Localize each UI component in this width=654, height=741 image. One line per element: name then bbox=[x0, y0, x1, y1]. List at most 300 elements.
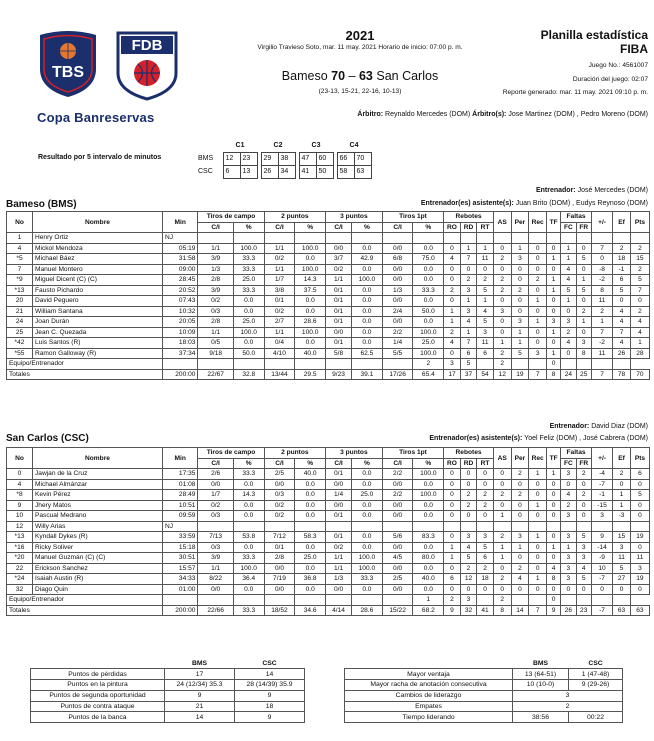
interval-value: 66 bbox=[337, 152, 354, 165]
stat-cell: 33.3 bbox=[352, 574, 383, 585]
stat-cell: 0 bbox=[591, 584, 612, 595]
total-cell: 23 bbox=[576, 605, 591, 616]
stat-cell bbox=[613, 595, 631, 606]
summary-label: Tiempo liderando bbox=[345, 712, 513, 723]
stat-cell bbox=[444, 233, 461, 244]
interval-value: 13 bbox=[240, 165, 257, 178]
referee-value: Reynaldo Mercedes (DOM) bbox=[385, 111, 471, 118]
stat-cell: 0 bbox=[547, 511, 561, 522]
column-subheader: FR bbox=[576, 458, 591, 469]
column-header: Rec bbox=[529, 448, 547, 469]
stat-cell: 3 bbox=[561, 511, 576, 522]
summary-value: 9 bbox=[235, 712, 305, 723]
total-cell: 78 bbox=[613, 369, 631, 380]
stat-cell: 4/10 bbox=[264, 348, 295, 359]
stat-cell: 3 bbox=[561, 574, 576, 585]
total-cell: 70 bbox=[630, 369, 649, 380]
stat-cell: 26 bbox=[613, 348, 631, 359]
stat-cell: 2/6 bbox=[198, 469, 233, 480]
stat-cell: 1 bbox=[529, 469, 547, 480]
stat-cell: 0.0 bbox=[413, 563, 444, 574]
stat-cell: 0/1 bbox=[264, 542, 295, 553]
player-minutes: 28:49 bbox=[162, 490, 197, 501]
stat-cell: 2 bbox=[630, 306, 649, 317]
player-number: 10 bbox=[7, 511, 33, 522]
column-header: Rebotes bbox=[444, 448, 494, 459]
stat-cell: 8 bbox=[591, 285, 612, 296]
stat-cell: 50.0 bbox=[413, 306, 444, 317]
stat-cell: 2 bbox=[460, 490, 477, 501]
player-minutes: 01:08 bbox=[162, 479, 197, 490]
stat-cell: 0 bbox=[444, 532, 461, 543]
stat-cell: 0 bbox=[529, 264, 547, 275]
stat-cell: 0 bbox=[529, 243, 547, 254]
stat-cell: 0/1 bbox=[326, 285, 352, 296]
stat-cell: 7 bbox=[630, 285, 649, 296]
stat-cell: 2/8 bbox=[198, 317, 233, 328]
stat-cell: 25.0 bbox=[295, 553, 326, 564]
stat-cell: 18 bbox=[613, 254, 631, 265]
stat-cell: 0 bbox=[493, 469, 511, 480]
stat-cell: 10 bbox=[591, 563, 612, 574]
stat-cell: 1 bbox=[529, 317, 547, 328]
player-number: 7 bbox=[7, 264, 33, 275]
stat-cell: 1 bbox=[561, 542, 576, 553]
stat-cell: 0 bbox=[444, 348, 461, 359]
stat-cell: 0.0 bbox=[295, 584, 326, 595]
player-name: Kyndall Dykes (R) bbox=[32, 532, 162, 543]
stat-cell: 1 bbox=[547, 254, 561, 265]
stat-cell: -7 bbox=[591, 574, 612, 585]
stat-cell: 0.0 bbox=[413, 264, 444, 275]
stat-cell: -8 bbox=[591, 264, 612, 275]
total-cell: -7 bbox=[591, 605, 612, 616]
player-minutes: 10:51 bbox=[162, 500, 197, 511]
stat-cell: 0 bbox=[561, 306, 576, 317]
stat-cell: 3 bbox=[460, 306, 477, 317]
stat-cell: 14.3 bbox=[295, 275, 326, 286]
total-cell: 9 bbox=[547, 605, 561, 616]
stat-cell: 11 bbox=[477, 338, 494, 349]
stat-cell: 0 bbox=[576, 264, 591, 275]
player-minutes: 30:51 bbox=[162, 553, 197, 564]
total-cell: 29.5 bbox=[295, 369, 326, 380]
stat-cell: 1 bbox=[444, 542, 461, 553]
stat-cell: 0.0 bbox=[295, 563, 326, 574]
stat-cell: 1 bbox=[413, 595, 444, 606]
stat-cell: 1 bbox=[561, 296, 576, 307]
team-coach-label: Equipo/Entrenador bbox=[7, 359, 163, 370]
stat-cell: 0 bbox=[630, 296, 649, 307]
stat-cell: 0 bbox=[477, 584, 494, 595]
column-subheader: C/I bbox=[326, 222, 352, 233]
stat-cell: 0 bbox=[477, 469, 494, 480]
player-row bbox=[7, 521, 650, 532]
stat-cell: 0 bbox=[511, 500, 529, 511]
stat-cell: -2 bbox=[591, 338, 612, 349]
stat-cell: 0 bbox=[547, 296, 561, 307]
stat-cell: 1 bbox=[576, 275, 591, 286]
stat-cell: 100.0 bbox=[352, 275, 383, 286]
summary-header: BMS bbox=[165, 658, 235, 669]
stat-cell bbox=[576, 233, 591, 244]
player-name: Isaiah Austin (R) bbox=[32, 574, 162, 585]
stat-cell: 0/1 bbox=[326, 338, 352, 349]
summary-value: 18 bbox=[235, 701, 305, 712]
player-minutes: 09:00 bbox=[162, 264, 197, 275]
quarter-partials: (23-13, 15-21, 22-16, 10-13) bbox=[318, 88, 402, 95]
player-row bbox=[7, 306, 650, 317]
referees-line bbox=[357, 111, 648, 118]
stat-cell: 1 bbox=[613, 490, 631, 501]
total-cell: 68.2 bbox=[413, 605, 444, 616]
stat-cell: 2 bbox=[576, 306, 591, 317]
stat-cell bbox=[352, 233, 383, 244]
stat-cell: 0/0 bbox=[382, 296, 413, 307]
interval-value: 47 bbox=[299, 152, 316, 165]
stat-cell: 0 bbox=[529, 584, 547, 595]
stat-cell: 4/5 bbox=[382, 553, 413, 564]
stat-cell: 0 bbox=[444, 584, 461, 595]
stat-cell: 2 bbox=[444, 285, 461, 296]
total-cell: 17/26 bbox=[382, 369, 413, 380]
player-name: Jean C. Quezada bbox=[32, 327, 162, 338]
stat-cell: 58.3 bbox=[295, 532, 326, 543]
player-minutes: 33:59 bbox=[162, 532, 197, 543]
stat-cell bbox=[613, 521, 631, 532]
stat-cell bbox=[326, 233, 352, 244]
summary-value: 2 bbox=[513, 701, 623, 712]
stat-cell: 5 bbox=[613, 285, 631, 296]
stat-cell: 2/8 bbox=[198, 275, 233, 286]
stat-cell: 1/1 bbox=[264, 327, 295, 338]
stat-cell: 4 bbox=[561, 338, 576, 349]
stat-cell: 3 bbox=[477, 532, 494, 543]
stat-cell: 0 bbox=[576, 327, 591, 338]
stat-cell bbox=[561, 233, 576, 244]
stat-cell: 0.0 bbox=[413, 542, 444, 553]
stat-cell: 0/2 bbox=[264, 511, 295, 522]
stat-cell: 1 bbox=[547, 469, 561, 480]
stat-cell: 2 bbox=[561, 327, 576, 338]
stat-cell: 2 bbox=[460, 500, 477, 511]
stat-cell: 0.0 bbox=[352, 264, 383, 275]
summary-label: Puntos de segunda oportunidad bbox=[31, 690, 165, 701]
stat-cell: 2/4 bbox=[382, 306, 413, 317]
stat-cell: 1/1 bbox=[198, 327, 233, 338]
stat-cell: 1/4 bbox=[326, 490, 352, 501]
player-row bbox=[7, 243, 650, 254]
sheet-title bbox=[541, 28, 648, 56]
stat-cell bbox=[295, 233, 326, 244]
player-row bbox=[7, 317, 650, 328]
summary-label: Empates bbox=[345, 701, 513, 712]
stat-cell: 0.0 bbox=[413, 584, 444, 595]
stat-cell: 2/8 bbox=[264, 553, 295, 564]
total-cell: 39.1 bbox=[352, 369, 383, 380]
summary-value: 9 bbox=[235, 690, 305, 701]
stat-cell: 0/2 bbox=[326, 542, 352, 553]
total-cell: 12 bbox=[493, 369, 511, 380]
stat-cell: 3/7 bbox=[326, 254, 352, 265]
stat-cell: 0 bbox=[460, 264, 477, 275]
stat-cell: 0/1 bbox=[326, 317, 352, 328]
stat-cell: 0 bbox=[591, 254, 612, 265]
stat-cell: 2 bbox=[493, 490, 511, 501]
stat-cell: 2 bbox=[477, 275, 494, 286]
stat-cell: 0/2 bbox=[264, 500, 295, 511]
stat-cell: 0 bbox=[547, 584, 561, 595]
stat-cell: 7 bbox=[613, 327, 631, 338]
stat-cell: 0/2 bbox=[326, 264, 352, 275]
stat-cell: 0 bbox=[613, 584, 631, 595]
stat-cell: -2 bbox=[591, 275, 612, 286]
stat-cell bbox=[547, 521, 561, 532]
stat-cell: 0.0 bbox=[233, 511, 264, 522]
stat-cell: 62.5 bbox=[352, 348, 383, 359]
stat-cell bbox=[295, 359, 326, 370]
player-minutes: 20:52 bbox=[162, 285, 197, 296]
stat-cell: 0 bbox=[511, 553, 529, 564]
stat-cell: 4 bbox=[460, 542, 477, 553]
stat-cell: 2 bbox=[493, 574, 511, 585]
stat-cell: 0.0 bbox=[295, 306, 326, 317]
column-header: AS bbox=[493, 448, 511, 469]
stat-cell: 36.8 bbox=[295, 574, 326, 585]
stat-cell: 4 bbox=[460, 317, 477, 328]
total-cell: 32 bbox=[460, 605, 477, 616]
player-row bbox=[7, 254, 650, 265]
stat-cell: 1 bbox=[511, 327, 529, 338]
stat-cell: 0 bbox=[529, 306, 547, 317]
stat-cell: 4 bbox=[444, 338, 461, 349]
summary-value: 14 bbox=[165, 712, 235, 723]
total-cell: 37 bbox=[460, 369, 477, 380]
player-name: Henry Ortiz bbox=[32, 233, 162, 244]
column-subheader: FC bbox=[561, 458, 576, 469]
stat-cell: 53.8 bbox=[233, 532, 264, 543]
stat-cell: 4 bbox=[630, 327, 649, 338]
stat-cell: 0/1 bbox=[264, 296, 295, 307]
player-number: *55 bbox=[7, 348, 33, 359]
column-header: Ef bbox=[613, 448, 631, 469]
interval-value: 12 bbox=[223, 152, 240, 165]
referee-label: Árbitro: bbox=[357, 111, 384, 118]
summary-value: 28 (14/39) 35.9 bbox=[235, 680, 305, 691]
summary-header: BMS bbox=[513, 658, 569, 669]
stat-cell: 0 bbox=[561, 479, 576, 490]
stat-cell: 0.0 bbox=[352, 317, 383, 328]
stat-cell: 83.3 bbox=[413, 532, 444, 543]
summary-value: 1 (47-48) bbox=[569, 669, 623, 680]
stat-cell: 100.0 bbox=[295, 243, 326, 254]
stat-cell bbox=[382, 595, 413, 606]
stat-cell: 0 bbox=[444, 511, 461, 522]
venue-line: Virgilio Travieso Soto, mar. 11 may. 2021 Horario de inicio: 07:00 p. m. bbox=[257, 44, 463, 51]
stat-cell bbox=[413, 521, 444, 532]
stat-cell: 7 bbox=[460, 338, 477, 349]
stat-cell bbox=[382, 359, 413, 370]
stat-cell: 0.0 bbox=[352, 479, 383, 490]
player-name: Erickson Sanchez bbox=[32, 563, 162, 574]
column-subheader: % bbox=[233, 222, 264, 233]
player-row bbox=[7, 327, 650, 338]
total-cell: 18/52 bbox=[264, 605, 295, 616]
stat-cell: 0/1 bbox=[326, 306, 352, 317]
total-cell: 28.6 bbox=[352, 605, 383, 616]
stat-cell: 0 bbox=[529, 553, 547, 564]
stat-cell: 11 bbox=[591, 348, 612, 359]
assistant-label: Entrenador(es) asistente(s): bbox=[429, 435, 523, 442]
stat-cell: 0.0 bbox=[413, 511, 444, 522]
stat-cell: 0 bbox=[576, 296, 591, 307]
player-row bbox=[7, 469, 650, 480]
stat-cell: 0/1 bbox=[326, 469, 352, 480]
column-subheader: % bbox=[295, 458, 326, 469]
stat-cell bbox=[529, 359, 547, 370]
stat-cell: 0 bbox=[493, 327, 511, 338]
summary-right-table bbox=[344, 658, 623, 723]
stat-cell: 2 bbox=[613, 469, 631, 480]
stat-cell: 5 bbox=[477, 542, 494, 553]
stat-cell: 0.0 bbox=[233, 296, 264, 307]
stat-cell: 6/8 bbox=[382, 254, 413, 265]
stat-cell: 1 bbox=[460, 243, 477, 254]
column-subheader: C/I bbox=[382, 222, 413, 233]
total-cell: 8 bbox=[493, 605, 511, 616]
stat-cell bbox=[295, 521, 326, 532]
stat-cell bbox=[576, 521, 591, 532]
stat-cell: 19 bbox=[630, 574, 649, 585]
stat-cell: 0/0 bbox=[382, 584, 413, 595]
stat-cell: 5 bbox=[561, 285, 576, 296]
stat-cell: 3 bbox=[493, 306, 511, 317]
stat-cell: 4 bbox=[630, 317, 649, 328]
stat-cell: 0.0 bbox=[352, 306, 383, 317]
stat-cell: 40.0 bbox=[295, 348, 326, 359]
sheet-title-line2: FIBA bbox=[620, 42, 648, 56]
column-header: Nombre bbox=[32, 212, 162, 233]
stat-cell: 0/2 bbox=[264, 254, 295, 265]
stat-cell bbox=[591, 359, 612, 370]
stat-cell: 1/1 bbox=[198, 563, 233, 574]
stat-cell: 6 bbox=[477, 553, 494, 564]
summary-row bbox=[345, 712, 623, 723]
stat-cell: 100.0 bbox=[233, 243, 264, 254]
stat-cell: 0 bbox=[444, 469, 461, 480]
stat-cell: 100.0 bbox=[233, 327, 264, 338]
player-name: Pascual Medrano bbox=[32, 511, 162, 522]
stat-cell: 1/7 bbox=[264, 275, 295, 286]
summary-row bbox=[31, 690, 305, 701]
stat-cell: 0.0 bbox=[352, 511, 383, 522]
total-cell: 7 bbox=[591, 369, 612, 380]
stat-cell: 0 bbox=[547, 532, 561, 543]
stat-cell: 0 bbox=[493, 317, 511, 328]
column-subheader: RT bbox=[477, 458, 494, 469]
stat-cell: 0/4 bbox=[264, 338, 295, 349]
player-number: 22 bbox=[7, 563, 33, 574]
stat-cell: 0.0 bbox=[233, 542, 264, 553]
interval-row-csc bbox=[198, 165, 371, 178]
column-header: Rec bbox=[529, 212, 547, 233]
stat-cell: 0 bbox=[561, 584, 576, 595]
stat-cell: 25.0 bbox=[413, 338, 444, 349]
referees-value: Jose Martinez (DOM) , Pedro Moreno (DOM) bbox=[508, 111, 648, 118]
stat-cell: 1 bbox=[477, 296, 494, 307]
player-minutes: NJ bbox=[162, 233, 197, 244]
interval-value: 6 bbox=[223, 165, 240, 178]
stat-cell bbox=[460, 521, 477, 532]
summary-value: 17 bbox=[165, 669, 235, 680]
total-cell: 63 bbox=[613, 605, 631, 616]
stat-cell: 19 bbox=[630, 532, 649, 543]
summary-row bbox=[345, 701, 623, 712]
stat-cell: 3/9 bbox=[198, 285, 233, 296]
column-header: No bbox=[7, 448, 33, 469]
stats-header-row bbox=[7, 212, 650, 223]
summary-label: Puntos de pérdidas bbox=[31, 669, 165, 680]
stat-cell: 0/0 bbox=[264, 584, 295, 595]
team2-title: San Carlos (CSC) bbox=[6, 433, 89, 444]
stat-cell: 0 bbox=[529, 327, 547, 338]
stat-cell: 0 bbox=[444, 275, 461, 286]
column-header: Nombre bbox=[32, 448, 162, 469]
stat-cell: 33.3 bbox=[233, 285, 264, 296]
player-row bbox=[7, 563, 650, 574]
column-header: Pts bbox=[630, 212, 649, 233]
stat-cell: 50.0 bbox=[233, 348, 264, 359]
total-cell: 33.3 bbox=[233, 605, 264, 616]
sheet-title-line1: Planilla estadística bbox=[540, 28, 648, 42]
stat-cell: 5/8 bbox=[326, 348, 352, 359]
total-cell: 200:00 bbox=[162, 605, 197, 616]
player-number: *9 bbox=[7, 275, 33, 286]
tbs-logo bbox=[36, 29, 100, 99]
stat-cell: 0.0 bbox=[295, 542, 326, 553]
stat-cell: 0 bbox=[511, 511, 529, 522]
player-number: *24 bbox=[7, 574, 33, 585]
total-cell: 25 bbox=[576, 369, 591, 380]
stat-cell: 3 bbox=[613, 542, 631, 553]
summary-row bbox=[345, 669, 623, 680]
stat-cell: 3 bbox=[561, 317, 576, 328]
stat-cell: 0.0 bbox=[352, 285, 383, 296]
stat-cell: 0 bbox=[493, 296, 511, 307]
stat-cell: 0 bbox=[547, 553, 561, 564]
stat-cell bbox=[198, 359, 233, 370]
stat-cell: 1/1 bbox=[326, 553, 352, 564]
stat-cell bbox=[477, 595, 494, 606]
stat-cell bbox=[493, 233, 511, 244]
game-number: Juego No.: 4561007 bbox=[588, 62, 648, 69]
summary-row bbox=[31, 712, 305, 723]
game-duration: Duración del juego: 02:07 bbox=[572, 75, 648, 83]
interval-value: 58 bbox=[337, 165, 354, 178]
stat-cell: 0.0 bbox=[413, 243, 444, 254]
stat-cell: 2 bbox=[529, 275, 547, 286]
stat-cell: 4 bbox=[477, 306, 494, 317]
stat-cell: 2 bbox=[477, 563, 494, 574]
player-minutes: 10:09 bbox=[162, 327, 197, 338]
stat-cell bbox=[511, 359, 529, 370]
total-cell: 24 bbox=[561, 369, 576, 380]
stat-cell: 8 bbox=[547, 574, 561, 585]
stat-cell: 5 bbox=[477, 285, 494, 296]
stat-cell: 7/19 bbox=[264, 574, 295, 585]
summary-header: CSC bbox=[235, 658, 305, 669]
total-cell: 200:00 bbox=[162, 369, 197, 380]
